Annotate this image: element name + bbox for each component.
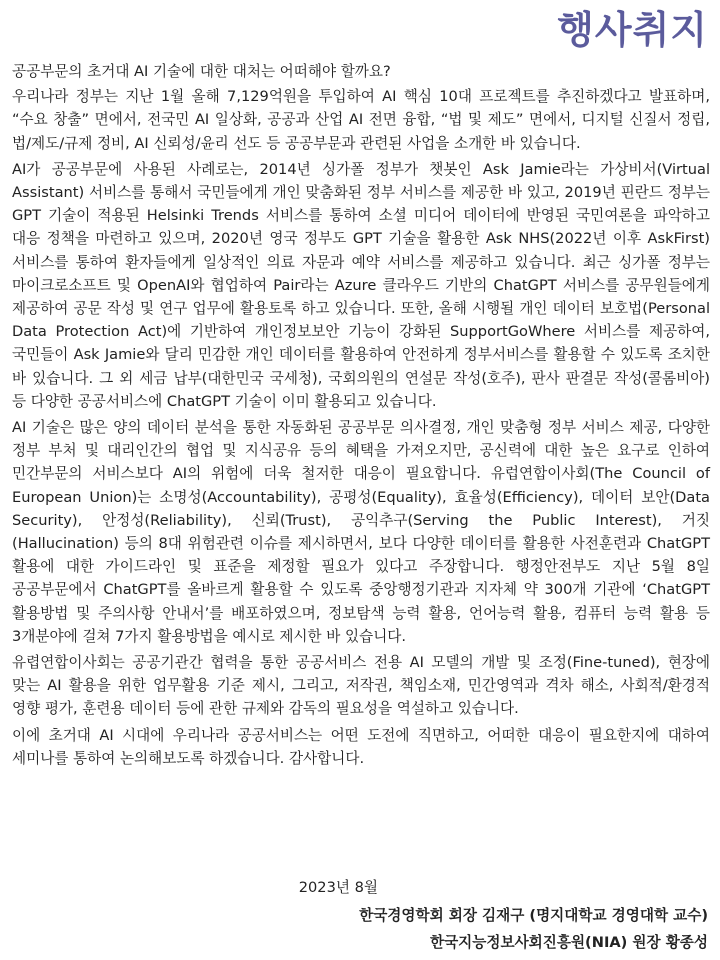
paragraph-public-sector-cases: AI가 공공부문에 사용된 사례로는, 2014년 싱가폴 정부가 챗봇인 Ask Jamie라는 가상비서(Virtual Assistant) 서비스를 통해서 국민들에게 개인 맞춤화된 정부 서비스를 제공한 바 있고, 2019년 핀란드 정부는 GPT 기술이 적용된 Helsinki Trends 서비스를 통하여 소셜 미디어 데이터에 반영된 국민여론을 파악하고 대응 정책을 마련하고 있으며, 2020년 영국 정부도 GPT 기술을 활용한 Ask NHS(2022년 이후 AskFirst) 서비스를 통하여 환자들에게 일상적인 의료 자문과 예약 서비스를 제공하고 있습니다. 최근 싱가폴 정부는 마이크로소프트 및 OpenAI와 협업하여 Pair라는 Azure 클라우드 기반의 ChatGPT 서비스를 공무원들에게 제공하여 공문 작성 및 연구 업무에 활용토록 하고 있습니다. 또한, 올해 시행될 개인 데이터 보호법(Personal Data Protection Act)에 기반하여 개인정보보안 기능이 강화된 SupportGoWhere 서비스를 제공하여, 국민들이 Ask Jamie와 달리 민감한 개인 데이터를 활용하여 안전하게 정부서비스를 활용할 수 있도록 조치한 바 있습니다. 그 외 세금 납부(대한민국 국세청), 국회의원의 연설문 작성(호주), 판사 판결문 작성(콜롬비아) 등 다양한 공공서비스에 ChatGPT 기술이 이미 활용되고 있습니다. xyxy=(12,160,710,410)
intro-question: 공공부문의 초거대 AI 기술에 대한 대처는 어떠해야 할까요? xyxy=(12,63,391,80)
paragraph-closing: 이에 초거대 AI 시대에 우리나라 공공서비스는 어떤 도전에 직면하고, 어떠한 대응이 필요한지에 대하여 세미나를 통하여 논의해보도록 하겠습니다. 감사합니다. xyxy=(12,726,710,767)
body-text xyxy=(12,60,710,773)
signature-line-kasba: 한국경영학회 회장 김재구 (명지대학교 경영대학 교수) xyxy=(359,907,708,924)
paragraph-ai-risks: AI 기술은 많은 양의 데이터 분석을 통한 자동화된 공공부문 의사결정, 개인 맞춤형 정부 서비스 제공, 다양한 정부 부처 및 대리인간의 협업 및 지식공유 등의 혜택을 가져오지만, 공신력에 대한 높은 요구로 인하여 민간부문의 서비스보다 AI의 위험에 더욱 철저한 대응이 필요합니다. 유럽연합이사회(The Council of European Union)는 소명성(Accountability), 공평성(Equality), 효율성(Efficiency), 데이터 보안(Data Security), 안정성(Reliability), 신뢰(Trust), 공익추구(Serving the Public Interest), 거짓(Hallucination) 등의 8대 위험관련 이슈를 제시하면서, 보다 다양한 데이터를 활용한 사전훈련과 ChatGPT 활용에 대한 가이드라인 및 표준을 제정할 필요가 있다고 주장합니다. 행정안전부도 지난 5월 8일 공공부문에서 ChatGPT를 올바르게 활용할 수 있도록 중앙행정기관과 지자체 약 300개 기관에 ‘ChatGPT 활용방법 및 주의사항 안내서’를 배포하였으며, 정보탐색 능력 활용, 언어능력 활용, 컴퓨터 능력 활용 등 3개분야에 걸쳐 7가지 활용방법을 예시로 제시한 바 있습니다. xyxy=(12,419,710,645)
paragraph-eu-council: 유렵연합이사회는 공공기관간 협력을 통한 공공서비스 전용 AI 모델의 개발 및 조정(Fine-tuned), 현장에 맞는 AI 활용을 위한 업무활용 기준 제시, 그리고, 저작권, 책임소재, 민간영역과 격차 해소, 사회적/환경적 영향 평가, 훈련용 데이터 등에 관한 규제와 감독의 필요성을 역설하고 있습니다. xyxy=(12,654,710,718)
signature-line-nia: 한국지능정보사회진흥원(NIA) 원장 황종성 xyxy=(429,934,708,951)
page-title: 행사취지 xyxy=(557,8,708,52)
signature-date: 2023년 8월 xyxy=(298,879,378,896)
signature-lines xyxy=(359,902,708,956)
paragraph-government-plan: 우리나라 정부는 지난 1월 올해 7,129억원을 투입하여 AI 핵심 10대 프로젝트를 추진하겠다고 발표하며, “수요 창출” 면에서, 전국민 AI 일상화, 공공과 산업 AI 전면 융합, “법 및 제도” 면에서, 디지털 신질서 정립, 법/제도/규제 정비, AI 신뢰성/윤리 선도 등 공공부문과 관련된 사업을 소개한 바 있습니다. xyxy=(12,88,710,152)
